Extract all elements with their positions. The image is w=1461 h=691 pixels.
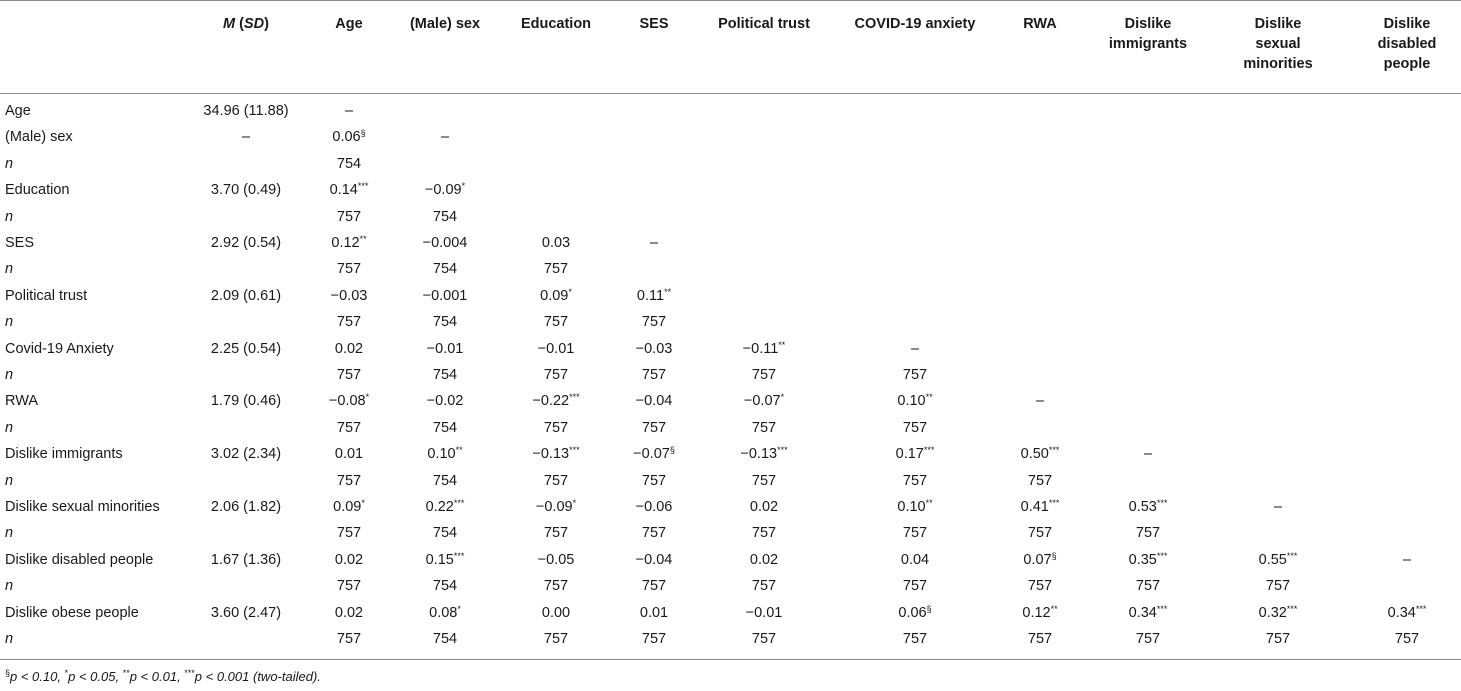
table-cell: 0.01 <box>334 446 364 463</box>
table-cell: 0.02 <box>749 499 779 515</box>
table-cell: 0.11** <box>636 286 672 304</box>
table-row <box>0 177 1461 203</box>
table-row <box>0 468 1461 494</box>
table-cell: 3.02 (2.34) <box>210 446 282 463</box>
table-cell: −0.09* <box>535 498 577 515</box>
table-cell: 757 <box>641 314 667 331</box>
table-cell: 0.41*** <box>1020 498 1060 515</box>
table-cell: 757 <box>1265 631 1291 647</box>
table-cell: 757 <box>543 631 569 647</box>
table-row <box>0 309 1461 335</box>
row-label: Dislike obese people <box>5 604 139 621</box>
row-label: n <box>5 631 14 647</box>
table-cell: 0.50*** <box>1020 445 1060 463</box>
table-cell: 3.60 (2.47) <box>210 604 282 621</box>
column-header-8: Dislike immigrants <box>1108 16 1188 52</box>
table-cell: 757 <box>336 261 362 278</box>
table-cell: – <box>1143 446 1153 463</box>
column-header-1: Age <box>335 16 363 32</box>
table-cell: 757 <box>336 472 362 489</box>
table-cell: 757 <box>336 525 362 542</box>
table-row <box>0 151 1461 177</box>
table-cell: 757 <box>902 631 928 647</box>
table-row <box>0 520 1461 546</box>
table-cell: 757 <box>336 314 362 331</box>
table-cell: 0.07§ <box>1023 550 1057 568</box>
table-cell: – <box>241 129 251 146</box>
row-label: n <box>5 261 14 278</box>
table-cell: −0.004 <box>422 235 468 251</box>
table-cell: 0.12** <box>1022 603 1058 621</box>
table-footnote: §p < 0.10, *p < 0.05, **p < 0.01, ***p < 0.001 (two-tailed). <box>5 668 321 684</box>
table-cell: 0.02 <box>749 551 779 568</box>
column-header-4: SES <box>639 16 669 32</box>
table-cell: 757 <box>641 631 667 647</box>
table-cell: 0.09* <box>540 286 572 304</box>
table-cell: 34.96 (11.88) <box>203 103 289 119</box>
table-cell: – <box>1273 499 1283 515</box>
table-row <box>0 230 1461 256</box>
table-cell: 0.34*** <box>1128 603 1168 621</box>
table-cell: 754 <box>432 367 458 383</box>
table-cell: −0.01 <box>426 340 464 357</box>
table-row <box>0 283 1461 309</box>
table-cell: 754 <box>432 631 458 647</box>
table-cell: 0.35*** <box>1128 550 1168 568</box>
table-cell: 757 <box>543 525 569 542</box>
table-cell: 0.02 <box>334 604 364 621</box>
table-cell: 757 <box>1135 525 1161 542</box>
row-label: n <box>5 419 14 436</box>
row-label: n <box>5 578 14 595</box>
column-header-6: COVID-19 anxiety <box>854 16 976 32</box>
table-cell: −0.01 <box>537 340 575 357</box>
table-cell: 757 <box>641 367 667 383</box>
table-row <box>0 388 1461 414</box>
table-cell: −0.22*** <box>532 392 580 410</box>
table-cell: 757 <box>1027 472 1053 489</box>
table-row <box>0 547 1461 573</box>
table-cell: 0.55*** <box>1258 550 1298 568</box>
table-row <box>0 336 1461 362</box>
table-row <box>0 626 1461 652</box>
row-label: Age <box>5 103 31 119</box>
table-bottom-rule <box>0 659 1461 660</box>
table-cell: 0.06§ <box>898 603 932 621</box>
table-cell: −0.07* <box>743 392 785 410</box>
row-label: Covid-19 Anxiety <box>5 340 114 357</box>
table-cell: 754 <box>432 472 458 489</box>
table-cell: 757 <box>902 525 928 542</box>
table-cell: 757 <box>751 367 777 383</box>
table-cell: 757 <box>1135 631 1161 647</box>
table-cell: 757 <box>1027 631 1053 647</box>
row-label: n <box>5 314 14 331</box>
table-row <box>0 573 1461 599</box>
row-label: Dislike immigrants <box>5 446 123 463</box>
row-label: RWA <box>5 393 39 410</box>
row-label: Political trust <box>5 287 88 304</box>
table-cell: 757 <box>902 419 928 436</box>
table-row <box>0 124 1461 150</box>
table-row <box>0 415 1461 441</box>
table-cell: 0.09* <box>333 498 365 515</box>
table-row <box>0 98 1461 124</box>
table-cell: −0.11** <box>742 339 786 357</box>
table-cell: 0.03 <box>541 235 571 251</box>
table-cell: −0.09* <box>424 181 466 199</box>
row-label: (Male) sex <box>5 129 73 146</box>
row-label: n <box>5 472 14 489</box>
table-row <box>0 362 1461 388</box>
table-cell: 757 <box>751 578 777 595</box>
table-cell: −0.04 <box>635 393 673 410</box>
table-cell: 757 <box>751 631 777 647</box>
column-header-2: (Male) sex <box>409 16 481 32</box>
column-header-0: M (SD) <box>223 16 269 32</box>
table-cell: 0.02 <box>334 340 364 357</box>
table-cell: 757 <box>902 578 928 595</box>
table-cell: – <box>1402 551 1412 568</box>
table-cell: – <box>440 129 450 146</box>
table-cell: 0.14*** <box>329 181 369 199</box>
row-label: n <box>5 155 14 172</box>
table-cell: 757 <box>336 631 362 647</box>
table-cell: 757 <box>336 578 362 595</box>
column-header-5: Political trust <box>718 16 810 32</box>
table-cell: 757 <box>336 367 362 383</box>
table-cell: 757 <box>543 472 569 489</box>
table-cell: 0.12** <box>331 234 367 251</box>
table-cell: 1.79 (0.46) <box>210 393 282 410</box>
table-cell: 3.70 (0.49) <box>210 182 282 199</box>
table-cell: 0.06§ <box>332 128 366 146</box>
table-cell: 0.22*** <box>425 498 465 515</box>
table-cell: 757 <box>543 314 569 331</box>
table-cell: 757 <box>751 525 777 542</box>
table-cell: 0.10** <box>897 498 933 515</box>
table-cell: 757 <box>751 419 777 436</box>
row-label: n <box>5 367 14 383</box>
table-cell: 757 <box>902 367 928 383</box>
row-label: n <box>5 208 14 225</box>
table-cell: 757 <box>641 525 667 542</box>
table-cell: 757 <box>1135 578 1161 595</box>
table-top-rule <box>0 0 1461 1</box>
table-cell: 757 <box>641 472 667 489</box>
table-cell: – <box>910 340 920 357</box>
table-cell: 757 <box>641 419 667 436</box>
table-cell: 754 <box>336 155 362 172</box>
table-cell: 757 <box>902 472 928 489</box>
table-cell: – <box>344 103 354 119</box>
table-cell: 754 <box>432 314 458 331</box>
table-cell: 757 <box>1394 631 1420 647</box>
table-cell: 0.34*** <box>1387 603 1427 621</box>
table-cell: 0.10** <box>897 392 933 410</box>
table-row <box>0 204 1461 230</box>
table-cell: −0.02 <box>426 393 464 410</box>
column-header-3: Education <box>520 16 592 32</box>
table-cell: 754 <box>432 261 458 278</box>
column-header-10: Dislike disabled people <box>1377 16 1437 72</box>
table-cell: 2.06 (1.82) <box>210 499 282 515</box>
table-cell: −0.08* <box>328 392 370 410</box>
table-cell: 0.00 <box>541 604 571 621</box>
table-cell: 757 <box>336 208 362 225</box>
column-header-7: RWA <box>1023 16 1057 32</box>
table-cell: 0.32*** <box>1258 603 1298 621</box>
row-label: Dislike disabled people <box>5 551 154 568</box>
table-cell: −0.13*** <box>532 445 580 463</box>
table-cell: 754 <box>432 578 458 595</box>
row-label: Education <box>5 182 70 199</box>
table-cell: −0.04 <box>635 551 673 568</box>
table-cell: 0.08* <box>429 603 461 621</box>
row-label: SES <box>5 235 35 251</box>
table-header-rule <box>0 93 1461 94</box>
table-cell: 0.17*** <box>895 445 935 463</box>
table-cell: 754 <box>432 419 458 436</box>
table-cell: 0.02 <box>334 551 364 568</box>
table-cell: 757 <box>543 261 569 278</box>
table-cell: 754 <box>432 208 458 225</box>
table-row <box>0 256 1461 282</box>
table-cell: – <box>649 235 659 251</box>
table-cell: 0.04 <box>900 551 930 568</box>
table-cell: 757 <box>1027 525 1053 542</box>
table-row <box>0 494 1461 520</box>
column-header-9: Dislike sexual minorities <box>1243 16 1313 72</box>
table-cell: 757 <box>543 419 569 436</box>
table-cell: −0.13*** <box>740 445 788 463</box>
table-cell: 2.25 (0.54) <box>210 340 282 357</box>
table-cell: 757 <box>1265 578 1291 595</box>
table-cell: −0.05 <box>537 551 575 568</box>
table-cell: 2.09 (0.61) <box>210 287 282 304</box>
table-cell: −0.03 <box>330 287 368 304</box>
table-cell: 757 <box>641 578 667 595</box>
table-cell: −0.01 <box>745 604 783 621</box>
table-cell: – <box>1035 393 1045 410</box>
table-cell: 2.92 (0.54) <box>210 235 282 251</box>
table-cell: −0.06 <box>635 499 673 515</box>
table-row <box>0 441 1461 467</box>
table-cell: 0.53*** <box>1128 498 1168 515</box>
table-row <box>0 600 1461 626</box>
table-cell: 757 <box>1027 578 1053 595</box>
table-cell: 1.67 (1.36) <box>210 551 282 568</box>
table-cell: 757 <box>751 472 777 489</box>
table-cell: 0.01 <box>639 604 669 621</box>
table-cell: −0.001 <box>422 287 468 304</box>
table-cell: 0.10** <box>427 445 463 463</box>
table-cell: 757 <box>543 367 569 383</box>
table-cell: 0.15*** <box>425 550 465 568</box>
table-cell: 754 <box>432 525 458 542</box>
table-cell: 757 <box>543 578 569 595</box>
table-cell: −0.07§ <box>633 445 675 463</box>
row-label: n <box>5 525 14 542</box>
table-cell: −0.03 <box>635 340 673 357</box>
table-cell: 757 <box>336 419 362 436</box>
row-label: Dislike sexual minorities <box>5 499 160 515</box>
